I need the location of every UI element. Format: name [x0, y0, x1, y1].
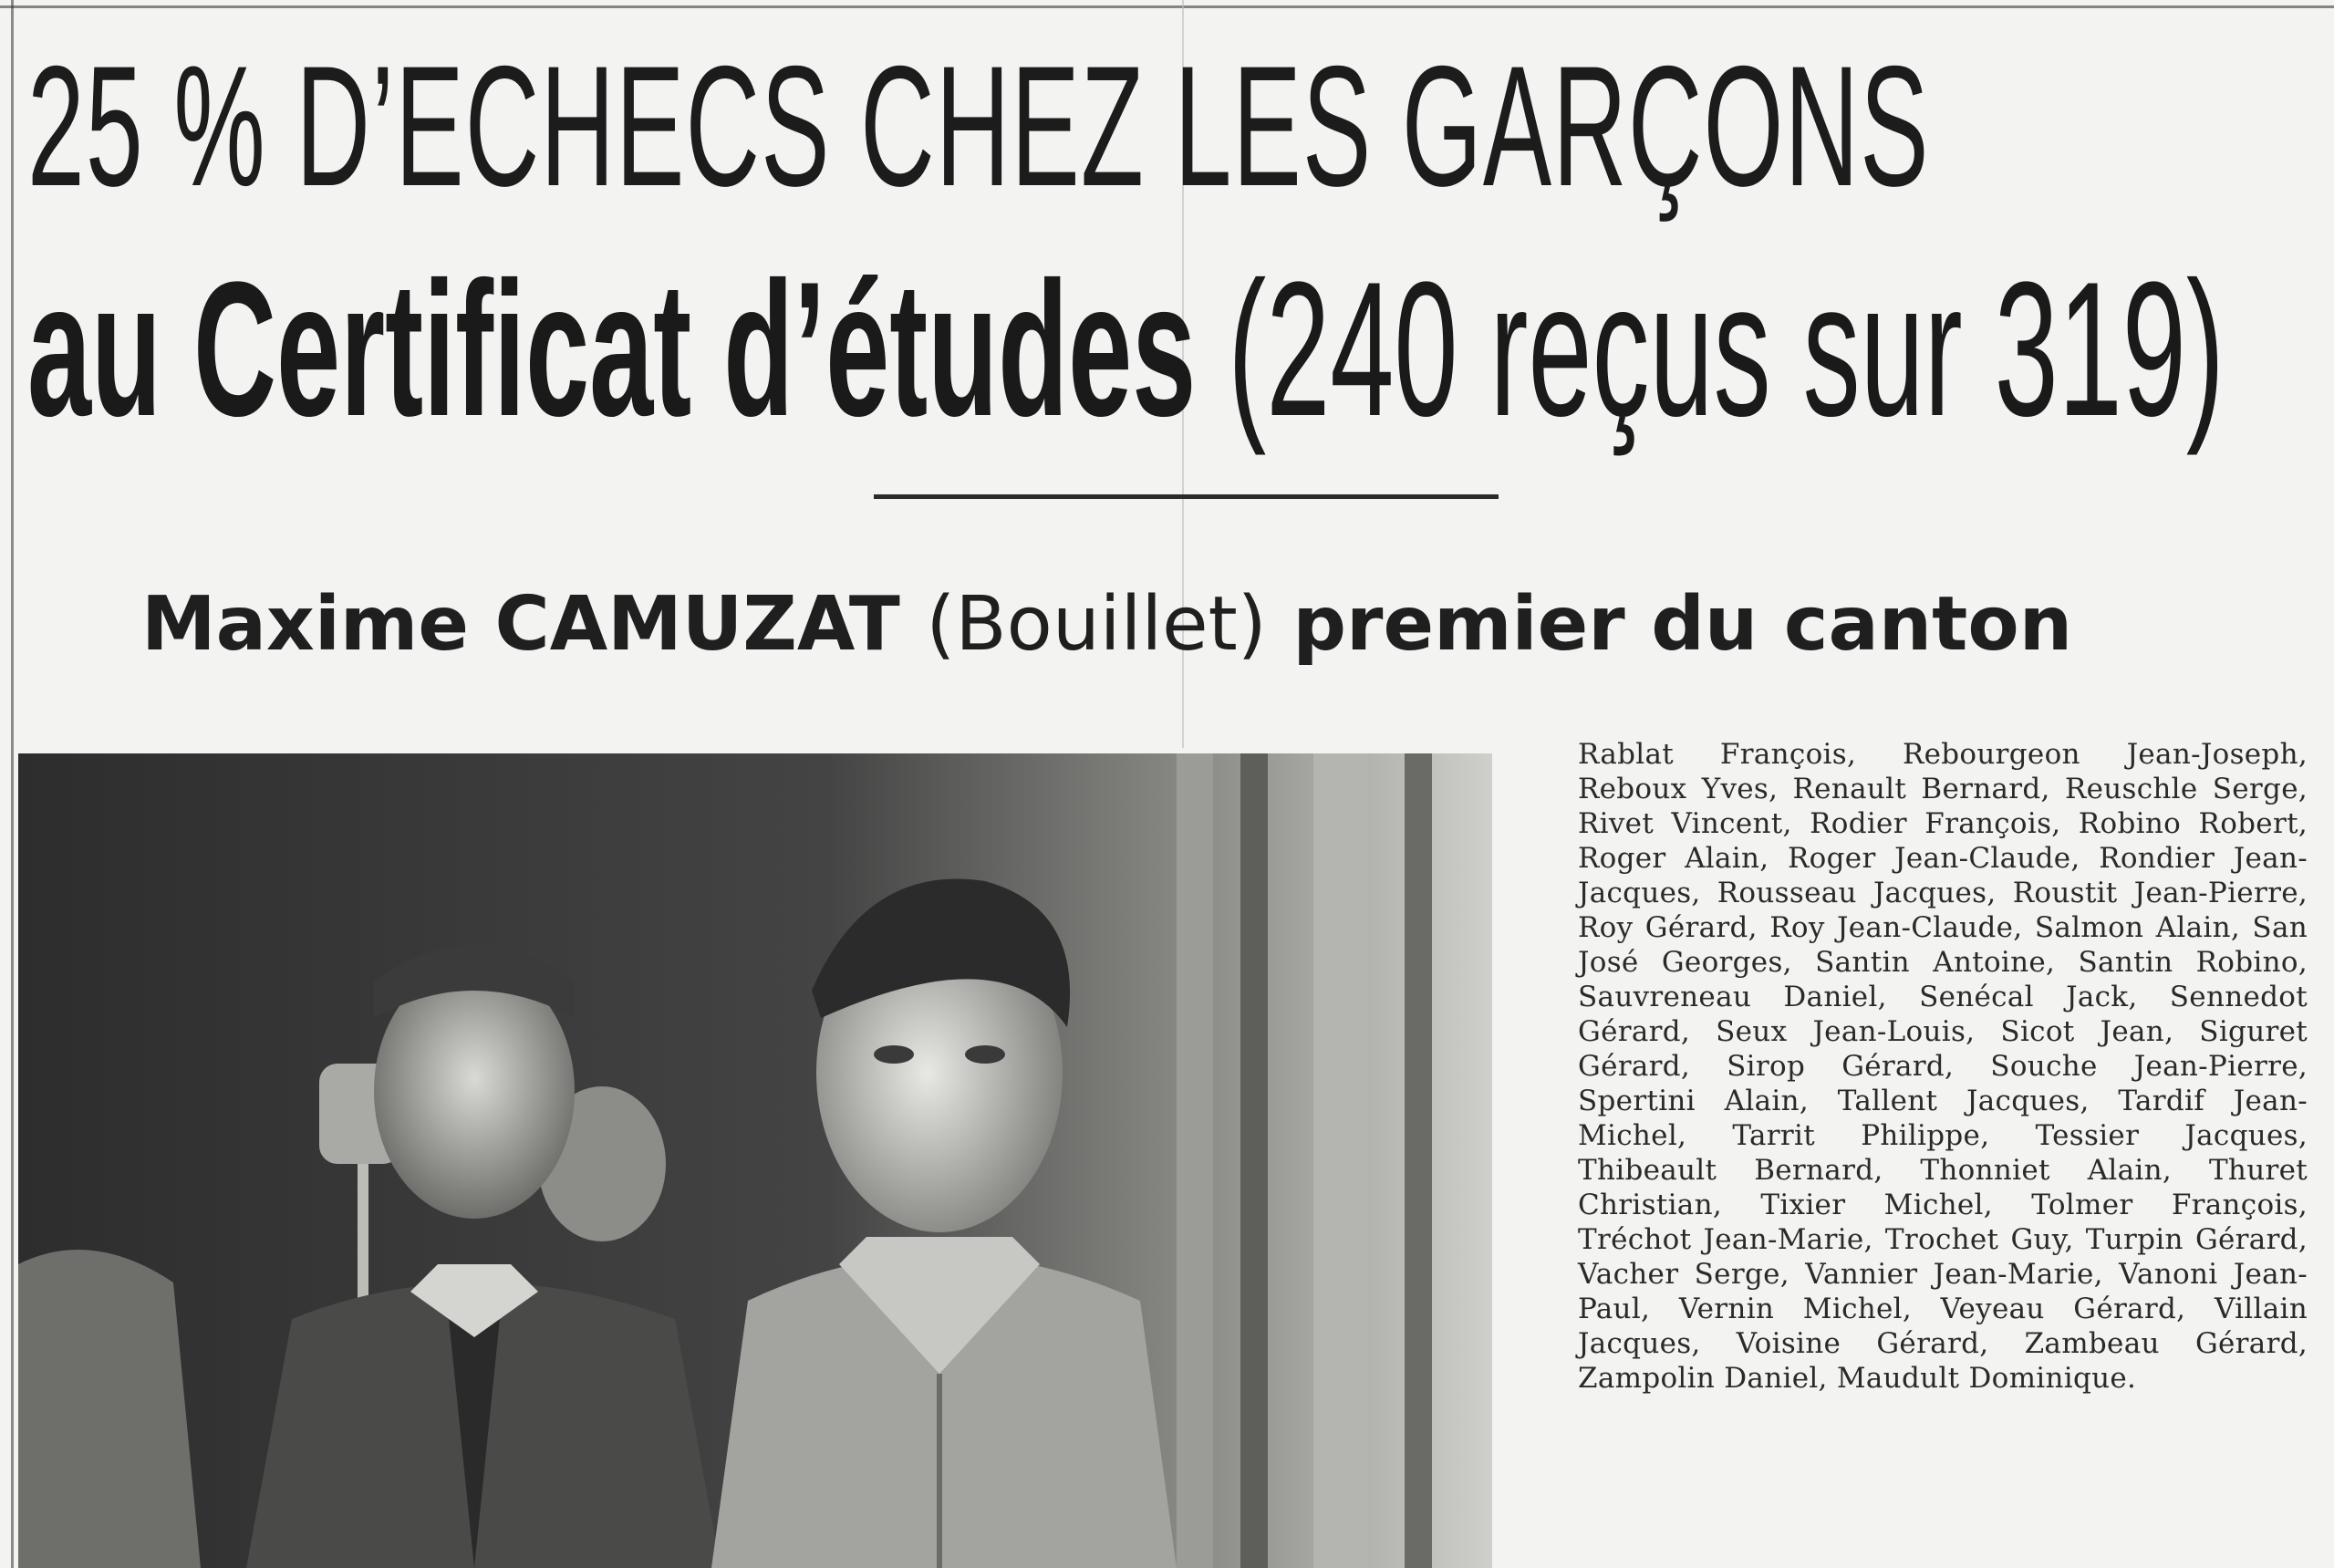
subheadline [27, 235, 2225, 463]
left-frame-line [11, 0, 14, 1568]
deck-name: Maxime CAMUZAT [141, 581, 900, 668]
deck-place: (Bouillet) [926, 581, 1267, 668]
subhead-main: au Certificat d’études [27, 242, 1197, 456]
deck-rest: premier du canton [1292, 581, 2073, 668]
deck-line [141, 575, 2194, 675]
headline [27, 18, 1930, 234]
headline-divider [874, 494, 1499, 499]
photo-illustration [18, 753, 1492, 1568]
headline-text: 25 % D’ECHECS CHEZ LES GARÇONS [27, 30, 1930, 222]
article-photo [18, 753, 1492, 1568]
top-rule [0, 5, 2334, 8]
subhead-count: (240 reçus sur 319) [1228, 242, 2225, 456]
passed-students-list: Rablat François, Rebourgeon Jean-Joseph, Reboux Yves, Renault Bernard, Reuschle Serge, Rivet Vincent, Rodier François, Robino Robert, Roger Alain, Roger Jean-Claude, Rondier Jean-Jacques, Rousseau Jacques, Roustit Jean-Pierre, Roy Gérard, Roy Jean-Claude, Salmon Alain, San José Georges, Santin Antoine, Santin Robino, Sauvreneau Daniel, Senécal Jack, Sennedot Gérard, Seux Jean-Louis, Sicot Jean, Siguret Gérard, Sirop Gérard, Souche Jean-Pierre, Spertini Alain, Tallent Jacques, Tardif Jean-Michel, Tarrit Philippe, Tessier Jacques, Thibeault Bernard, Thonniet Alain, Thuret Christian, Tixier Michel, Tolmer François, Tréchot Jean-Marie, Trochet Guy, Turpin Gérard, Vacher Serge, Vannier Jean-Marie, Vanoni Jean-Paul, Vernin Michel, Veyeau Gérard, Villain Jacques, Voisine Gérard, Zambeau Gérard, Zampolin Daniel, Maudult Dominique. [1578, 738, 2308, 1395]
